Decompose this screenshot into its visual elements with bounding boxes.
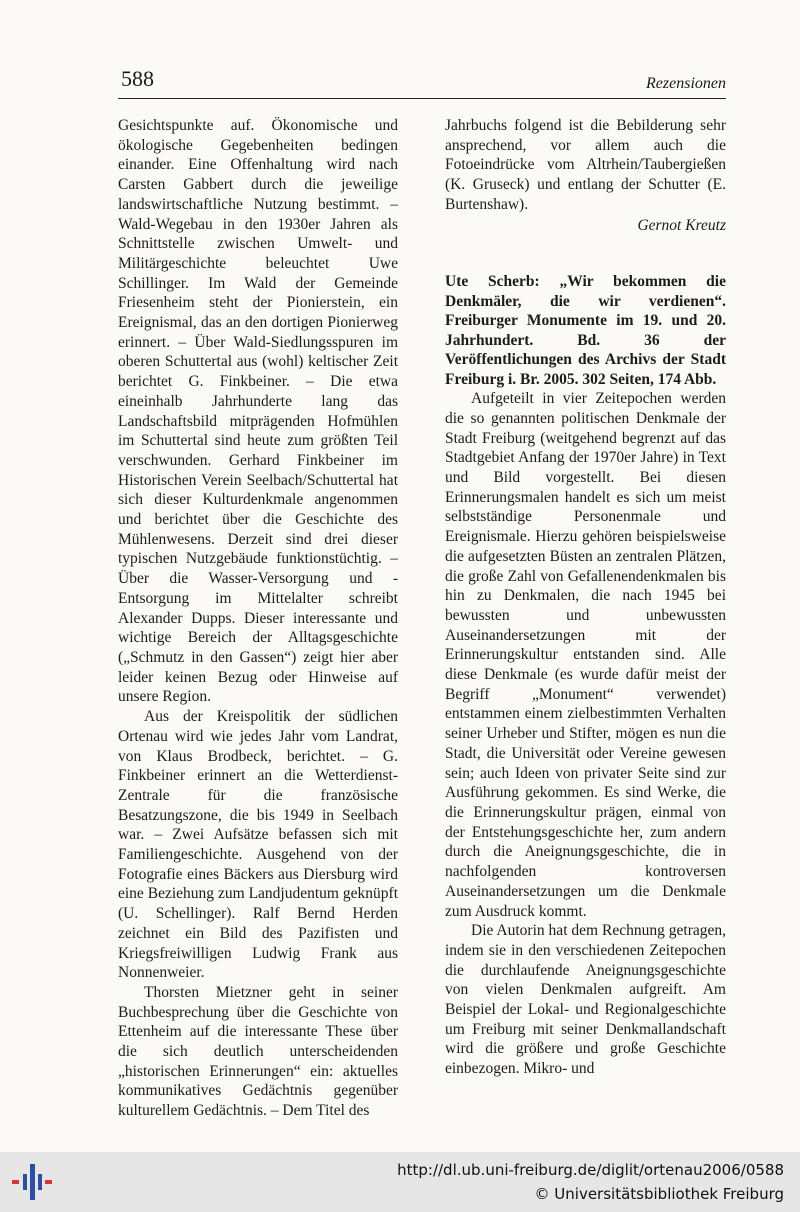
source-url-link[interactable]: http://dl.ub.uni-freiburg.de/diglit/ortenau2006/0588 bbox=[397, 1161, 784, 1179]
left-paragraph-3: Thorsten Mietzner geht in seiner Buchbesprechung über die Geschichte von Ettenheim auf die interessante These über die sich deutlich unterscheidenden „historischen Erinnerungen“ ein: aktuelles kommunikatives Gedächtnis gegenüber kulturellem Gedächtnis. – Dem Titel des bbox=[118, 983, 398, 1120]
left-column bbox=[118, 116, 398, 1121]
page-header bbox=[118, 68, 726, 99]
section-title: Rezensionen bbox=[646, 75, 726, 92]
library-logo-icon bbox=[10, 1162, 54, 1202]
right-paragraph-3: Die Autorin hat dem Rechnung getragen, indem sie in den verschiedenen Zeitepochen die durchlaufende Aneignungsgeschichte von vielen Denkmalen aufgreift. Am Beispiel der Lokal- und Regionalgeschichte um Freiburg mit seiner Denkmallandschaft wird die größere und große Geschichte einbezogen. Mikro- und bbox=[445, 922, 726, 1078]
right-paragraph-1: Jahrbuchs folgend ist die Bebilderung sehr ansprechend, vor allem auch die Fotoeindrücke vom Altrhein/Taubergießen (K. Gruseck) und entlang der Schutter (E. Burtenshaw). bbox=[445, 117, 726, 213]
left-paragraph-2: Aus der Kreispolitik der südlichen Ortenau wird wie jedes Jahr vom Landrat, von Klaus Brodbeck, berichtet. – G. Finkbeiner erinnert an die Wetterdienst-Zentrale für die französische Besatzungszone, die bis 1949 in Seelbach war. – Zwei Aufsätze befassen sich mit Familiengeschichte. Ausgehend von der Fotografie eines Bäckers aus Diersburg wird eine Beziehung zum Landjudentum geknüpft (U. Schellinger). Ralf Bernd Herden zeichnet ein Bild des Pazifisten und Kriegsfreiwilligen Ludwig Frank aus Nonnenweier. bbox=[118, 708, 398, 982]
right-column bbox=[445, 116, 726, 1079]
review-title: Ute Scherb: „Wir bekommen die Denkmäler, die wir verdienen“. Freiburger Monumente im 19. und 20. Jahrhundert. Bd. 36 der Veröffentlichungen des Archivs der Stadt Freiburg i. Br. 2005. 302 Seiten, 174 Abb. bbox=[445, 273, 726, 388]
reviewer-signature: Gernot Kreutz bbox=[637, 216, 726, 234]
page-number: 588 bbox=[121, 66, 154, 91]
copyright-text: © Universitätsbibliothek Freiburg bbox=[534, 1185, 784, 1203]
footer-bar bbox=[0, 1152, 800, 1212]
left-paragraph-1: Gesichtspunkte auf. Ökonomische und ökologische Gegebenheiten bedingen einander. Eine Offenhaltung wird nach Carsten Gabbert durch die jeweilige landswirtschaftliche Nutzung bestimmt. – Wald-Wegebau in den 1930er Jahren als Schnittstelle zwischen Umwelt- und Militärgeschichte beleuchtet Uwe Schillinger. Im Wald der Gemeinde Friesenheim steht der Pionierstein, ein Ereignismal, das an den dortigen Pionierweg erinnert. – Über Wald-Siedlungsspuren im oberen Schuttertal aus (wohl) keltischer Zeit berichtet G. Finkbeiner. – Die etwa eineinhalb Jahrhunderte lang das Landschaftsbild mitprägenden Hofmühlen im Schuttertal sind heute zum größten Teil verschwunden. Gerhard Finkbeiner im Historischen Verein Seelbach/Schuttertal hat sich dieser Kulturdenkmale angenommen und berichtet über die Geschichte des Mühlenwesens. Derzeit sind drei dieser typischen Nutzgebäude funktionstüchtig. – Über die Wasser-Versorgung und -Entsorgung im Mittelalter schreibt Alexander Dupps. Dieser interessante und wichtige Bereich der Alltagsgeschichte („Schmutz in den Gassen“) zeigt hier aber leider keinen Bezug oder Hinweise auf unsere Region. bbox=[118, 117, 398, 706]
right-paragraph-2: Aufgeteilt in vier Zeitepochen werden die so genannten politischen Denkmale der Stadt Freiburg (weitgehend begrenzt auf das Stadtgebiet Anfang der 1970er Jahre) in Text und Bild vorgestellt. Bei diesen Erinnerungsmalen handelt es sich um meist selbstständige Personenmale und Ereignismale. Hierzu gehören beispielsweise die aufgesetzten Büsten an zentralen Plätzen, die große Zahl von Gefallenendenkmalen bis hin zu Denkmalen, die nach 1945 bei bewussten und unbewussten Auseinandersetzungen mit der Erinnerungskultur entstanden sind. Alle diese Denkmale (es wurde dafür meist der Begriff „Monument“ verwendet) entstammen einem zielbestimmten Verhalten seiner Urheber und Stifter, mögen es nun die Stadt, die Universität oder Vereine gewesen sein; auch Ideen von privater Seite sind zur Ausführung gekommen. Es sind Werke, die die Erinnerungskultur prägen, einmal von der Entstehungsgeschichte her, zum andern durch die Aneignungsgeschichte, die in nachfolgenden kontroversen Auseinandersetzungen um die Denkmale zum Ausdruck kommt. bbox=[445, 390, 726, 920]
